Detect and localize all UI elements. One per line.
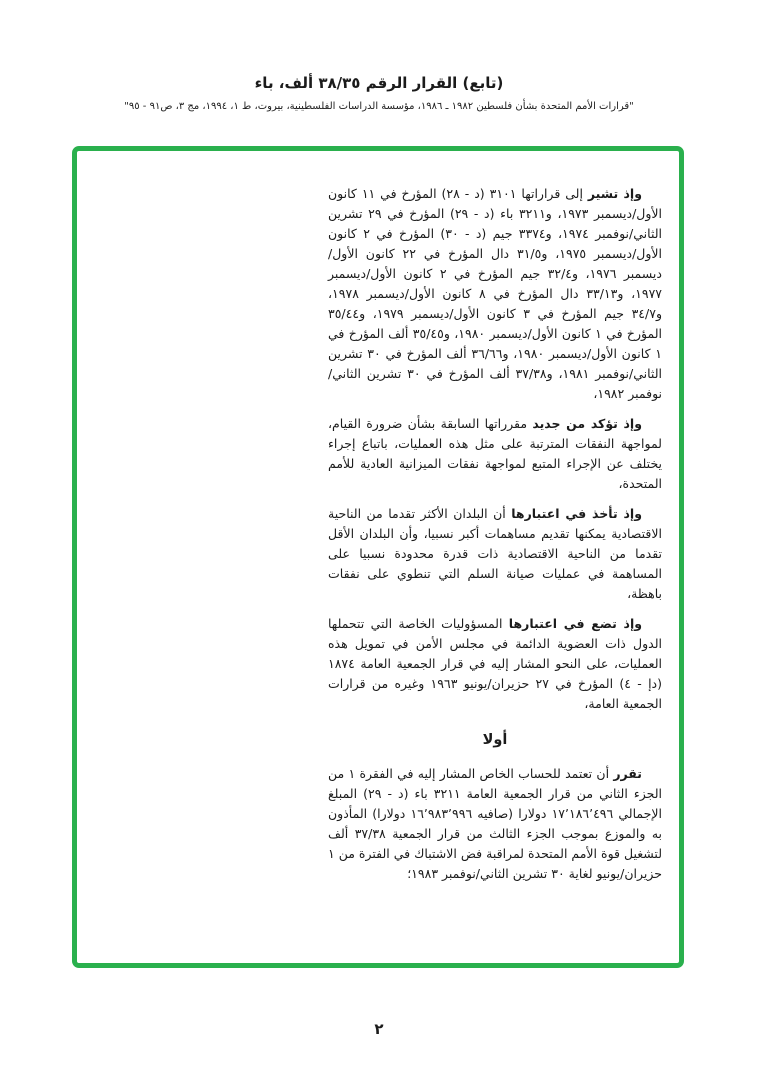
preamble-paragraph: [328, 184, 662, 404]
paragraph-body: أن البلدان الأكثر تقدما من الناحية الاقتصادية يمكنها تقديم مساهمات أكبر نسبيا، وأن البلدان الأقل تقدما من الناحية الاقتصادية ذات قدرة محدودة نسبيا على المساهمة في عمليات صيانة السلم التي تنطوي على نفقات باهظة،: [328, 506, 662, 601]
preamble-paragraph: [328, 504, 662, 604]
paragraph-lead: وإذ تضع في اعتبارها: [508, 616, 643, 631]
paragraph-body: مقرراتها السابقة بشأن ضرورة القيام، لمواجهة النفقات المترتبة على مثل هذه العمليات، باتباع إجراء يختلف عن الإجراء المتبع لمواجهة نفقات الميزانية العادية للأمم المتحدة،: [328, 416, 662, 491]
section-heading-first: أولا: [482, 732, 508, 748]
resolution-text-column: [328, 184, 662, 884]
page-header: [0, 74, 758, 112]
paragraph-body: أن تعتمد للحساب الخاص المشار إليه في الفقرة ١ من الجزء الثاني من قرار الجمعية العامة ٣٢١١ باء (د - ٢٩) المبلغ الإجمالي ١٧٬١٨٦٬٤٩٦ دولارا (صافيه ١٦٬٩٨٣٬٩٩٦ دولارا) المأذون به والموزع بموجب الجزء الثالث من قرار الجمعية ٣٧/٣٨ ألف لتشغيل قوة الأمم المتحدة لمراقبة فض الاشتباك في الفترة من ١ حزيران/يونيو لغاية ٣٠ تشرين الثاني/نوفمبر ١٩٨٣؛: [328, 766, 663, 881]
paragraph-lead: وإذ تؤكد من جديد: [532, 416, 642, 431]
preamble-paragraph: [328, 614, 662, 714]
page-number: ٢: [374, 1020, 384, 1038]
preamble-paragraph: [328, 414, 662, 494]
paragraph-body: المسؤوليات الخاصة التي تتحملها الدول ذات العضوية الدائمة في مجلس الأمن في تمويل هذه العمليات، على النحو المشار إليه في قرار الجمعية العامة ١٨٧٤ (دإ - ٤) المؤرخ في ٢٧ حزيران/يونيو ١٩٦٣ وغيره من قرارات الجمعية العامة،: [328, 616, 662, 711]
paragraph-lead: تقرر: [613, 766, 642, 781]
source-citation: "قرارات الأمم المتحدة بشأن فلسطين ١٩٨٢ ـ ١٩٨٦، مؤسسة الدراسات الفلسطينية، بيروت، ط ١، ١٩٩٤، مج ٣، ص٩١ - ٩٥": [124, 101, 634, 112]
paragraph-lead: وإذ تأخذ في اعتبارها: [511, 506, 642, 521]
paragraph-lead: وإذ تشير: [587, 186, 642, 201]
operative-paragraph: [328, 764, 662, 884]
paragraph-body: إلى قراراتها ٣١٠١ (د - ٢٨) المؤرخ في ١١ كانون الأول/ديسمبر ١٩٧٣، و٣٢١١ باء (د - ٢٩) المؤرخ في ٢٩ تشرين الثاني/نوفمبر ١٩٧٤، و٣٣٧٤ جيم (د - ٣٠) المؤرخ في ٢ كانون الأول/ديسمبر ١٩٧٥، و٣١/٥ دال المؤرخ في ٢٢ كانون الأول/ديسمبر ١٩٧٦، و٣٢/٤ جيم المؤرخ في ٢ كانون الأول/ديسمبر ١٩٧٧، و٣٣/١٣ دال المؤرخ في ٨ كانون الأول/ديسمبر ١٩٧٨، و٣٤/٧ جيم المؤرخ في ٣ كانون الأول/ديسمبر ١٩٧٩، و٣٥/٤٤ المؤرخ في ١ كانون الأول/ديسمبر ١٩٨٠، و٣٥/٤٥ ألف المؤرخ في ١ كانون الأول/ديسمبر ١٩٨٠، و٣٦/٦٦ ألف المؤرخ في ٣٠ تشرين الثاني/نوفمبر ١٩٨١، و٣٧/٣٨ ألف المؤرخ في ٣٠ تشرين الثاني/نوفمبر ١٩٨٢،: [328, 186, 663, 401]
document-title: (تابع) القرار الرقم ٣٨/٣٥ ألف، باء: [254, 74, 504, 92]
